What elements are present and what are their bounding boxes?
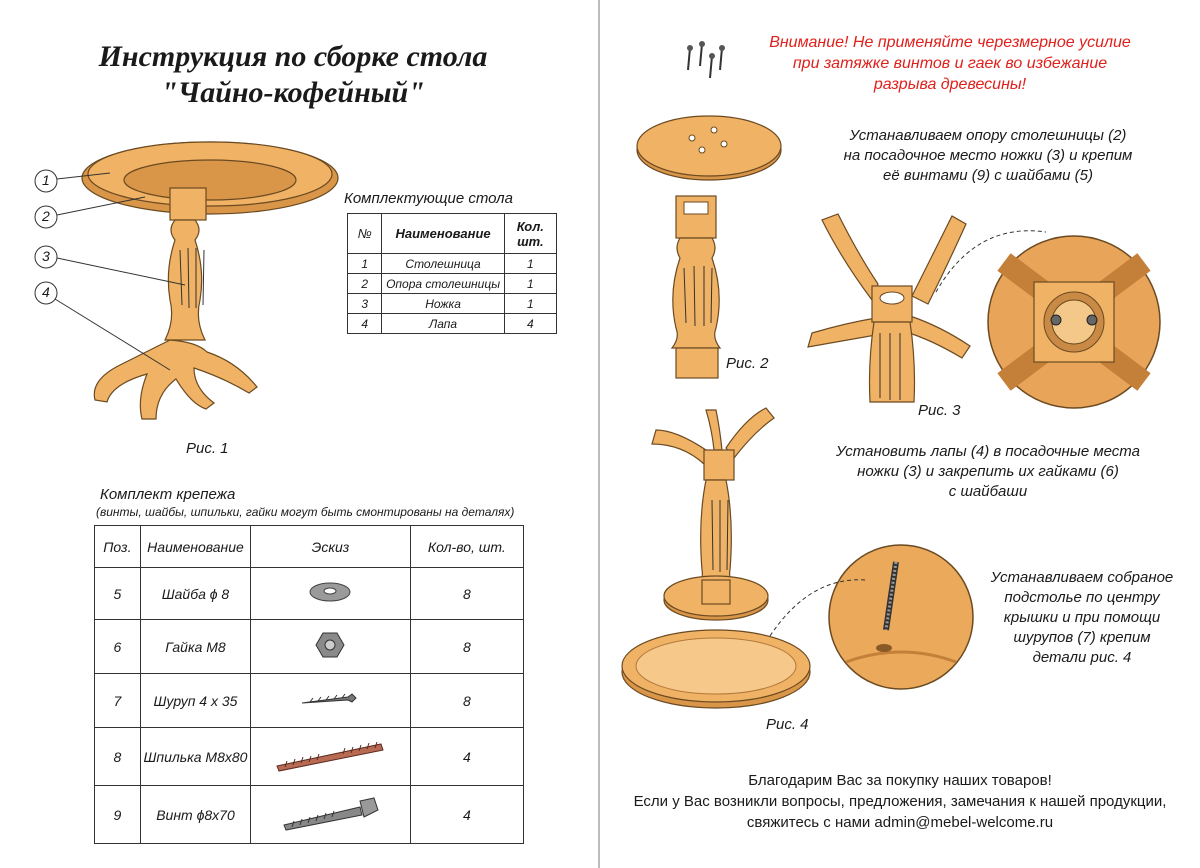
fasteners-note: (винты, шайбы, шпильки, гайки могут быть смонтированы на деталях): [96, 505, 515, 519]
fasteners-table: [94, 525, 524, 844]
parts-col-number: №: [348, 214, 382, 254]
fig3-magnifier-leader: [930, 222, 1050, 302]
right-page: [600, 0, 1200, 868]
fasteners-col-name: Наименование: [140, 526, 250, 568]
step3-text: Устанавливаем собраное подстолье по центру крышки и при помощи шурупов (7) крепим детали рис. 4: [990, 569, 1174, 666]
fig1-callouts: [30, 165, 150, 365]
table-row: 7 Шуруп 4 х 35 8: [95, 674, 524, 728]
fasteners-heading: Комплект крепежа: [100, 486, 236, 503]
parts-table: [347, 213, 557, 334]
fig1-callout-2: 2: [42, 208, 50, 224]
wood-screw-icon: [300, 689, 360, 709]
washer-icon: [308, 579, 352, 605]
table-row: 5 Шайба ϕ 8 8: [95, 568, 524, 620]
parts-heading: Комплектующие стола: [344, 190, 513, 207]
step1-text: Устанавливаем опору столешницы (2) на посадочное место ножки (3) и крепим её винтами (9) с шайбами (5): [843, 127, 1133, 184]
fig4-base-and-tabletop: [616, 400, 816, 720]
fig2-caption: Рис. 2: [726, 355, 769, 372]
contact-line: свяжитесь с нами admin@mebel-welcome.ru: [746, 814, 1054, 831]
table-row: 8 Шпилька М8х80 4: [95, 728, 524, 786]
table-row: 9 Винт ϕ8х70 4: [95, 786, 524, 844]
fig4-magnifier-leader: [764, 566, 884, 646]
fasteners-col-sketch: Эскиз: [251, 526, 411, 568]
fig4-caption: Рис. 4: [766, 716, 809, 733]
table-row: 3 Ножка 1: [348, 294, 557, 314]
table-row: 6 Гайка М8 8: [95, 620, 524, 674]
document-title-line2: "Чайно-кофейный": [161, 76, 425, 109]
table-row: 2 Опора столешницы 1: [348, 274, 557, 294]
left-page: [0, 0, 598, 868]
fig1-callout-1: 1: [42, 172, 50, 188]
step2-text: Установить лапы (4) в посадочные места ножки (3) и закрепить их гайками (6) с шайбаши: [836, 443, 1140, 500]
table-row: 4 Лапа 4: [348, 314, 557, 334]
document-title-line1: Инструкция по сборке стола: [98, 40, 488, 73]
fig3-caption: Рис. 3: [918, 402, 961, 419]
nut-icon: [315, 630, 345, 660]
warning-text: Внимание! Не применяйте черезмерное усилие при затяжке винтов и гаек во избежание разрыва древесины!: [769, 34, 1131, 93]
parts-col-qty: Кол. шт.: [504, 214, 556, 254]
bolt-icon: [280, 795, 380, 831]
parts-col-name: Наименование: [382, 214, 504, 254]
fig1-callout-4: 4: [42, 284, 50, 300]
fasteners-col-qty: Кол-во, шт.: [410, 526, 523, 568]
fig1-callout-3: 3: [42, 248, 50, 264]
fig2-support-and-leg: [624, 108, 794, 378]
stud-icon: [275, 738, 385, 772]
thank-you-text: Благодарим Вас за покупку наших товаров! Если у Вас возникли вопросы, предложения, замечания к нашей продукции, свяжитесь с нами admin@mebel-welcome.ru: [600, 770, 1200, 833]
screws-icon: [682, 42, 732, 82]
table-row: 1 Столешница 1: [348, 254, 557, 274]
fasteners-col-pos: Поз.: [95, 526, 141, 568]
fig1-caption: Рис. 1: [186, 440, 229, 457]
